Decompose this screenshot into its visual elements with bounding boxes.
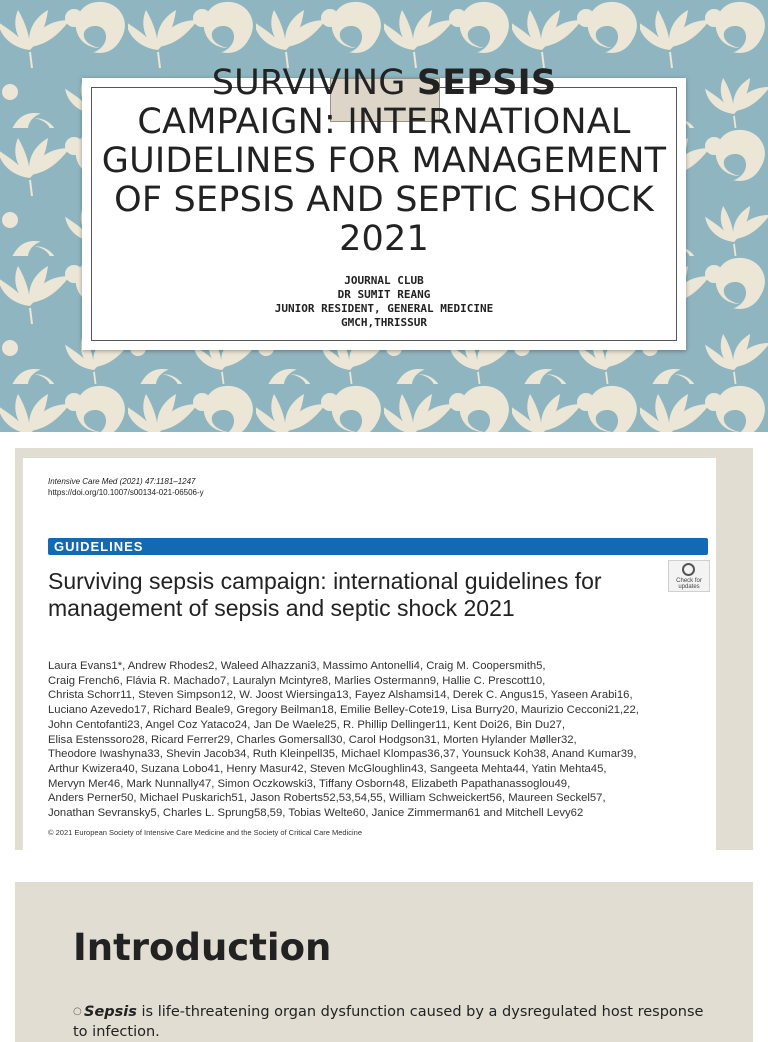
title-line-3: GUIDELINES FOR MANAGEMENT bbox=[101, 141, 667, 181]
author-line: Jonathan Sevransky5, Charles L. Sprung58,59, Tobias Welte60, Janice Zimmerman61 and Mitchell Levy62 bbox=[48, 807, 584, 820]
author-list bbox=[48, 659, 713, 821]
doi-link: https://doi.org/10.1007/s00134-021-06506-y bbox=[48, 488, 204, 497]
subtitle-line: JUNIOR RESIDENT, GENERAL MEDICINE bbox=[274, 302, 494, 315]
author-line: Mervyn Mer46, Mark Nunnally47, Simon Oczkowski3, Tiffany Osborn48, Elizabeth Papathanassoglou49, bbox=[48, 777, 571, 790]
slide-heading: Introduction bbox=[73, 926, 332, 969]
author-line: Luciano Azevedo17, Richard Beale9, Gregory Beilman18, Emilie Belley-Cote19, Lisa Burry20, Maurizio Cecconi21,22, bbox=[48, 704, 639, 717]
subtitle-line: DR SUMIT REANG bbox=[337, 288, 431, 301]
author-line: Laura Evans1*, Andrew Rhodes2, Waleed Alhazzani3, Massimo Antonelli4, Craig M. Coopersmith5, bbox=[48, 660, 546, 672]
title-line-1: SURVIVING SEPSIS bbox=[211, 63, 557, 103]
journal-citation: Intensive Care Med (2021) 47:1181–1247 bbox=[48, 477, 196, 486]
author-line: Theodore Iwashyna33, Shevin Jacob34, Ruth Kleinpell35, Michael Klompas36,37, Younsuck Koh38, Anand Kumar39, bbox=[48, 748, 637, 761]
sepsis-definition: is life-threatening organ dysfunction caused by a dysregulated host response to infection. bbox=[73, 1004, 704, 1040]
title-slide bbox=[0, 0, 768, 432]
introduction-slide bbox=[15, 882, 753, 1042]
author-line: Arthur Kwizera40, Suzana Lobo41, Henry Masur42, Steven McGloughlin43, Sangeeta Mehta44, Yatin Mehta45, bbox=[48, 762, 607, 775]
title-line-5: 2021 bbox=[339, 219, 429, 259]
copyright-notice: © 2021 European Society of Intensive Care Medicine and the Society of Critical Care Medicine bbox=[48, 828, 363, 837]
sepsis-term: Sepsis bbox=[84, 1004, 137, 1020]
title-line-4: OF SEPSIS AND SEPTIC SHOCK bbox=[114, 180, 654, 220]
author-line: Anders Perner50, Michael Puskarich51, Jason Roberts52,53,54,55, William Schweickert56, Maureen Seckel57, bbox=[48, 792, 606, 805]
subtitle-line: GMCH,THRISSUR bbox=[340, 316, 428, 329]
guidelines-banner bbox=[48, 538, 708, 555]
bullet-icon: ○ bbox=[73, 1006, 82, 1017]
bullet-point bbox=[73, 1002, 713, 1042]
title-card bbox=[82, 63, 686, 350]
presenter-info bbox=[82, 274, 686, 330]
subtitle-line: JOURNAL CLUB bbox=[344, 274, 424, 287]
author-line: John Centofanti23, Angel Coz Yataco24, Jan De Waele25, R. Phillip Dellinger11, Kent Doi26, Bin Du27, bbox=[48, 718, 566, 731]
paper-page bbox=[23, 458, 716, 850]
title-line-2: CAMPAIGN: INTERNATIONAL bbox=[137, 102, 631, 142]
check-updates-label: Check for updates bbox=[676, 578, 702, 590]
paper-slide bbox=[15, 448, 753, 850]
author-line: Elisa Estenssoro28, Ricard Ferrer29, Charles Gomersall30, Carol Hodgson31, Morten Hylander Møller32, bbox=[48, 733, 577, 746]
guidelines-label: GUIDELINES bbox=[54, 539, 144, 554]
presentation-title bbox=[62, 64, 706, 259]
paper-title: Surviving sepsis campaign: international guidelines for management of sepsis and septic shock 2021 bbox=[48, 568, 602, 621]
author-line: Christa Schorr11, Steven Simpson12, W. Joost Wiersinga13, Fayez Alshamsi14, Derek C. Angus15, Yaseen Arabi16, bbox=[48, 689, 633, 702]
author-line: Craig French6, Flávia R. Machado7, Lauralyn Mcintyre8, Marlies Ostermann9, Hallie C. Prescott10, bbox=[48, 674, 546, 687]
